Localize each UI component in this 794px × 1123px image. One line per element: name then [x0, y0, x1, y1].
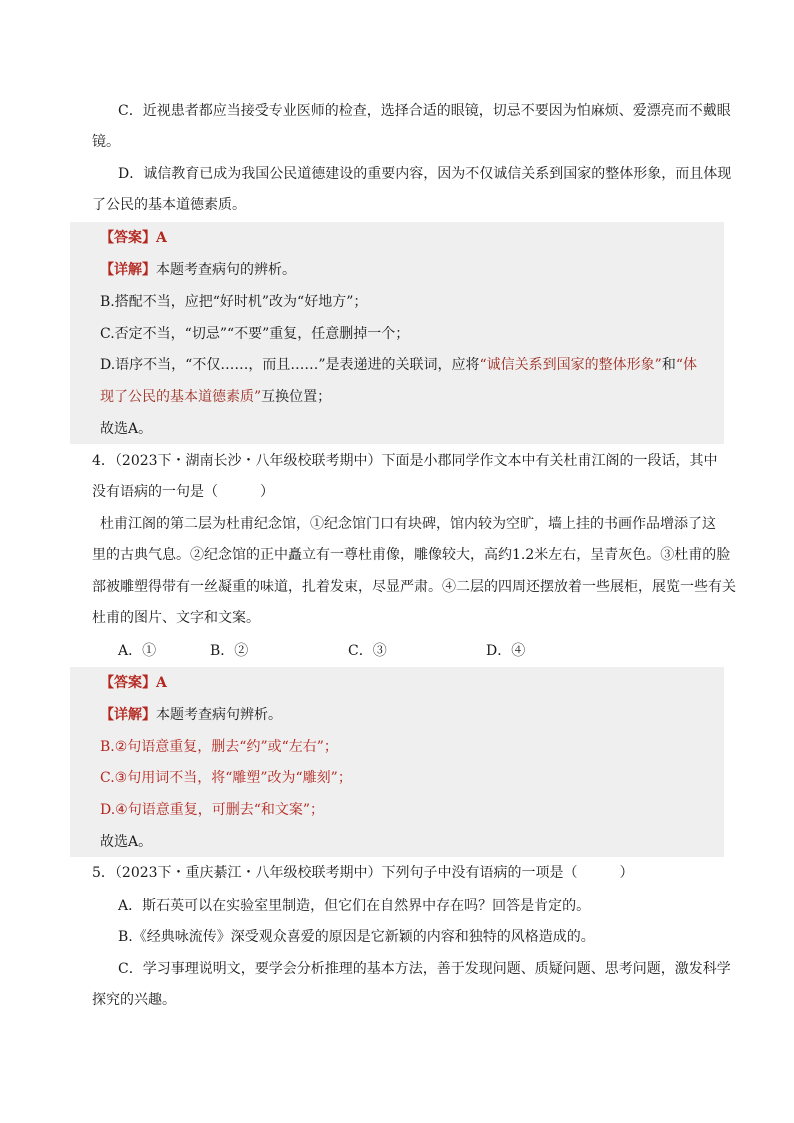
q3-point-b: B.搭配不当，应把“好时机”改为“好地方”； [100, 294, 368, 310]
q5-option-b: B.《经典咏流传》深受观众喜爱的原因是它新颖的内容和独特的风格造成的。 [118, 929, 595, 945]
detail-text: 本题考查病句辨析。 [156, 707, 282, 723]
q4-passage-line3: 部被雕塑得带有一丝凝重的味道，扎着发束，尽显严肃。④二层的四周还摆放着一些展柜，展览一些有关 [92, 579, 736, 595]
answer-label: 【答案】 [100, 675, 156, 691]
detail-label: 【详解】 [100, 262, 156, 278]
q3-point-d-line2 [100, 387, 331, 407]
detail-label: 【详解】 [100, 707, 156, 723]
q3-option-d-line2: 了公民的基本道德素质。 [92, 197, 246, 213]
q4-answer [100, 673, 167, 693]
q4-option-d: D．④ [486, 643, 526, 659]
q3-conclusion: 故选A。 [100, 421, 153, 437]
q5-option-c-line1: C．学习事理说明文，要学会分析推理的基本方法，善于发现问题、质疑问题、思考问题，激发科学 [118, 961, 731, 977]
q3-point-c: C.否定不当，“切忌”“不要”重复，任意删掉一个； [100, 326, 410, 342]
q4-point-d: D.④句语意重复，可删去“和文案”； [100, 802, 325, 818]
q4-passage-line2: 里的古典气息。②纪念馆的正中矗立有一尊杜甫像，雕像较大，高约1.2米左右，呈青灰色。③杜甫的脸 [92, 547, 731, 563]
q4-detail [100, 705, 282, 725]
q4-conclusion: 故选A。 [100, 834, 153, 850]
q4-stem-line1: 4．（2023下・湖南长沙・八年级校联考期中）下面是小郡同学作文本中有关杜甫江阁的一段话，其中 [92, 453, 718, 469]
q4-passage-line1: 杜甫江阁的第二层为杜甫纪念馆，①纪念馆门口有块碑，馆内较为空旷，墙上挂的书画作品增添了这 [100, 516, 716, 532]
q4-option-c: C．③ [348, 643, 387, 659]
answer-value: A [156, 230, 167, 246]
detail-text: 本题考查病句的辨析。 [156, 262, 296, 278]
point-d-swap: 互换位置； [261, 389, 332, 405]
point-d-highlight2-cont: 现了公民的基本道德素质” [100, 389, 262, 405]
q3-option-c-line1: C．近视患者都应当接受专业医师的检查，选择合适的眼镜，切忌不要因为怕麻烦、爱漂亮而不戴眼 [118, 103, 731, 119]
q4-option-a: A．① [118, 643, 157, 659]
q3-answer [100, 228, 167, 248]
answer-label: 【答案】 [100, 230, 156, 246]
point-d-highlight2: “体 [675, 357, 697, 373]
q4-point-b: B.②句语意重复，删去“约”或“左右”； [100, 739, 338, 755]
q4-stem-line2: 没有语病的一句是（ ） [92, 484, 274, 500]
q3-option-c-line2: 镜。 [92, 134, 120, 150]
q4-answer-panel [70, 667, 724, 857]
point-d-highlight: “诚信关系到国家的整体形象” [479, 357, 662, 373]
q3-detail [100, 260, 296, 280]
answer-value: A [156, 675, 167, 691]
point-d-text: D.语序不当，“不仅……，而且……”是表递进的关联词，应将 [100, 357, 480, 373]
point-d-and: 和 [661, 357, 676, 373]
q4-point-c: C.③句用词不当，将“雕塑”改为“雕刻”； [100, 770, 352, 786]
q4-passage-line4: 杜甫的图片、文字和文案。 [92, 610, 260, 626]
q5-option-a: A．斯石英可以在实验室里制造，但它们在自然界中存在吗？回答是肯定的。 [118, 898, 591, 914]
q5-option-c-line2: 探究的兴趣。 [92, 992, 176, 1008]
q4-option-b: B．② [210, 643, 249, 659]
q3-point-d-line1 [100, 355, 697, 375]
q5-stem: 5．（2023下・重庆綦江・八年级校联考期中）下列句子中没有语病的一项是（ ） [92, 865, 634, 881]
q3-option-d-line1: D．诚信教育已成为我国公民道德建设的重要内容，因为不仅诚信关系到国家的整体形象，而且体现 [118, 166, 732, 182]
